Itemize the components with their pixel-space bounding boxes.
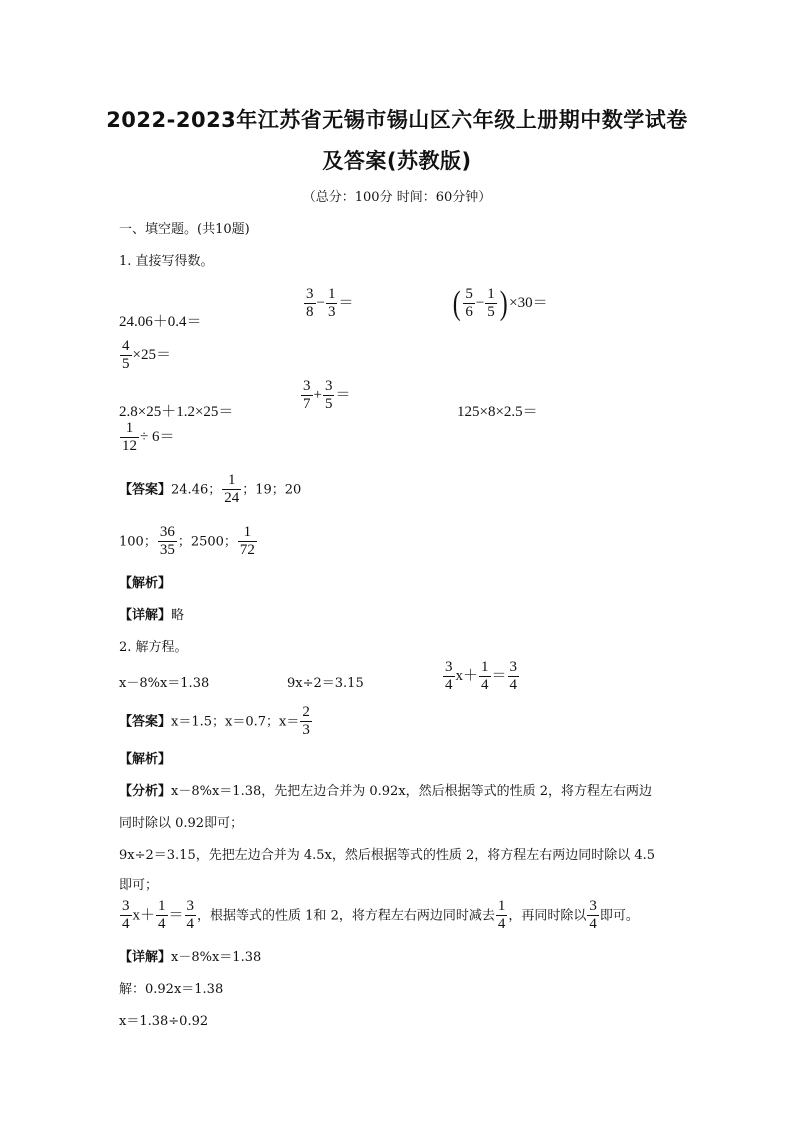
fraction-denominator: 6 bbox=[465, 304, 473, 321]
fraction-denominator: 72 bbox=[239, 542, 255, 559]
q1-answer-line2 bbox=[119, 524, 258, 560]
equals-sign: ＝ bbox=[168, 907, 184, 924]
fraction-denominator: 4 bbox=[509, 677, 518, 694]
q2-analysis-label: 【解析】 bbox=[119, 752, 172, 767]
fraction-numerator: 3 bbox=[306, 286, 314, 302]
q2-fenxi-line1 bbox=[119, 780, 652, 799]
fenxi-text: x－8%x＝1.38，先把左边合并为 0.92x，然后根据等式的性质 2，将方程左右两边 bbox=[171, 784, 653, 799]
fraction-numerator: 1 bbox=[125, 420, 134, 436]
answer-text: 24.46； bbox=[171, 482, 222, 498]
fraction-numerator: 3 bbox=[509, 659, 518, 675]
operator: + bbox=[313, 387, 322, 404]
answer-text: ；2500； bbox=[177, 534, 237, 550]
fraction-numerator: 1 bbox=[243, 524, 252, 540]
fraction-numerator: 3 bbox=[122, 898, 130, 914]
equals-sign: ＝ bbox=[491, 668, 507, 685]
fraction-denominator: 4 bbox=[497, 916, 506, 933]
fraction-numerator: 1 bbox=[487, 286, 495, 302]
q1-expr-a: 24.06＋0.4＝ bbox=[119, 314, 202, 330]
operator: − bbox=[475, 295, 485, 312]
expr-tail: ÷ 6＝ bbox=[140, 429, 175, 446]
question-1-label: 1. 直接写得数。 bbox=[119, 254, 214, 269]
fenxi-text: ，根据等式的性质 1和 2，将方程左右两边同时减去 bbox=[197, 908, 495, 924]
q2-answer bbox=[119, 704, 313, 740]
fenxi-text: 即可。 bbox=[599, 908, 639, 924]
fraction-denominator: 7 bbox=[303, 396, 311, 413]
fraction-denominator: 4 bbox=[589, 916, 597, 933]
expr-tail: ×30＝ bbox=[509, 295, 548, 312]
detail-label: 【详解】 bbox=[119, 950, 172, 965]
answer-text: x＝1.5；x＝0.7；x＝ bbox=[171, 714, 300, 730]
fraction-numerator: 3 bbox=[186, 898, 195, 914]
fraction-denominator: 4 bbox=[158, 916, 166, 933]
fraction-denominator: 3 bbox=[327, 304, 336, 321]
q2-fenxi-line4: 即可； bbox=[119, 878, 159, 893]
q1-expr-d bbox=[119, 338, 171, 374]
detail-text: x－8%x＝1.38 bbox=[171, 950, 262, 965]
fraction-denominator: 24 bbox=[224, 490, 240, 507]
fraction-denominator: 5 bbox=[122, 356, 130, 373]
fraction-denominator: 8 bbox=[306, 304, 314, 321]
fraction-numerator: 3 bbox=[324, 378, 333, 394]
fraction-numerator: 2 bbox=[302, 704, 310, 720]
fraction-denominator: 35 bbox=[159, 542, 175, 559]
fenxi-label: 【分析】 bbox=[119, 784, 172, 799]
q2-fenxi-line5 bbox=[119, 898, 639, 934]
q1-expr-h bbox=[119, 420, 174, 456]
q1-expr-e: 2.8×25＋1.2×25＝ bbox=[119, 404, 234, 420]
q2-solution-line1: 解：0.92x＝1.38 bbox=[119, 982, 224, 997]
answer-label: 【答案】 bbox=[119, 482, 172, 498]
fraction-denominator: 4 bbox=[122, 916, 130, 933]
fraction-numerator: 5 bbox=[465, 286, 473, 302]
equals-sign: ＝ bbox=[335, 387, 351, 404]
q1-expr-c bbox=[451, 286, 548, 322]
detail-text: 略 bbox=[171, 608, 185, 623]
expr-part: x＋ bbox=[455, 668, 479, 685]
fraction-numerator: 3 bbox=[445, 659, 453, 675]
fraction-numerator: 1 bbox=[497, 898, 506, 914]
q2-detail bbox=[119, 946, 261, 965]
exam-meta: （总分：100分 时间：60分钟） bbox=[302, 190, 492, 205]
right-paren-icon: ) bbox=[499, 284, 508, 322]
q2-eq3 bbox=[442, 659, 520, 695]
q2-eq2: 9x÷2＝3.15 bbox=[287, 676, 364, 691]
q1-detail bbox=[119, 604, 184, 623]
question-2-label: 2. 解方程。 bbox=[119, 640, 188, 655]
q1-answer-line1 bbox=[119, 472, 301, 508]
fenxi-text: ，再同时除以 bbox=[508, 908, 587, 924]
q1-expr-g: 125×8×2.5＝ bbox=[457, 404, 538, 420]
fraction-numerator: 36 bbox=[159, 524, 175, 540]
fraction-numerator: 1 bbox=[227, 472, 236, 488]
fraction-numerator: 1 bbox=[327, 286, 336, 302]
q2-fenxi-line2: 同时除以 0.92即可； bbox=[119, 816, 244, 831]
fraction-denominator: 4 bbox=[481, 677, 489, 694]
page-title: 2022-2023年江苏省无锡市锡山区六年级上册期中数学试卷 bbox=[106, 108, 688, 132]
page-subtitle: 及答案(苏教版) bbox=[322, 149, 472, 173]
fraction-numerator: 1 bbox=[481, 659, 489, 675]
q1-expr-b bbox=[303, 286, 353, 322]
section-heading: 一、填空题。(共10题) bbox=[119, 222, 250, 237]
fraction-denominator: 5 bbox=[324, 396, 333, 413]
fraction-numerator: 3 bbox=[589, 898, 597, 914]
q2-fenxi-line3: 9x÷2＝3.15，先把左边合并为 4.5x，然后根据等式的性质 2，将方程左右两边同时除以 4.5 bbox=[119, 848, 656, 863]
fraction-numerator: 1 bbox=[158, 898, 166, 914]
fraction-denominator: 3 bbox=[302, 722, 310, 739]
answer-text: 100； bbox=[119, 534, 157, 550]
fraction-denominator: 5 bbox=[487, 304, 495, 321]
q1-analysis-label: 【解析】 bbox=[119, 576, 172, 591]
detail-label: 【详解】 bbox=[119, 608, 172, 623]
fraction-denominator: 12 bbox=[122, 438, 137, 455]
expr-part: x＋ bbox=[132, 907, 156, 924]
equals-sign: ＝ bbox=[338, 295, 354, 312]
fraction-numerator: 3 bbox=[303, 378, 311, 394]
answer-label: 【答案】 bbox=[119, 714, 172, 730]
fraction-denominator: 4 bbox=[186, 916, 195, 933]
answer-text: ；19；20 bbox=[242, 482, 302, 498]
q2-eq1: x－8%x＝1.38 bbox=[119, 676, 210, 691]
q1-expr-f bbox=[300, 378, 350, 414]
left-paren-icon: ( bbox=[452, 284, 461, 322]
q2-solution-line2: x＝1.38÷0.92 bbox=[119, 1014, 209, 1029]
expr-tail: ×25＝ bbox=[132, 347, 171, 364]
fraction-numerator: 4 bbox=[122, 338, 130, 354]
fraction-denominator: 4 bbox=[445, 677, 453, 694]
operator: − bbox=[316, 295, 325, 312]
